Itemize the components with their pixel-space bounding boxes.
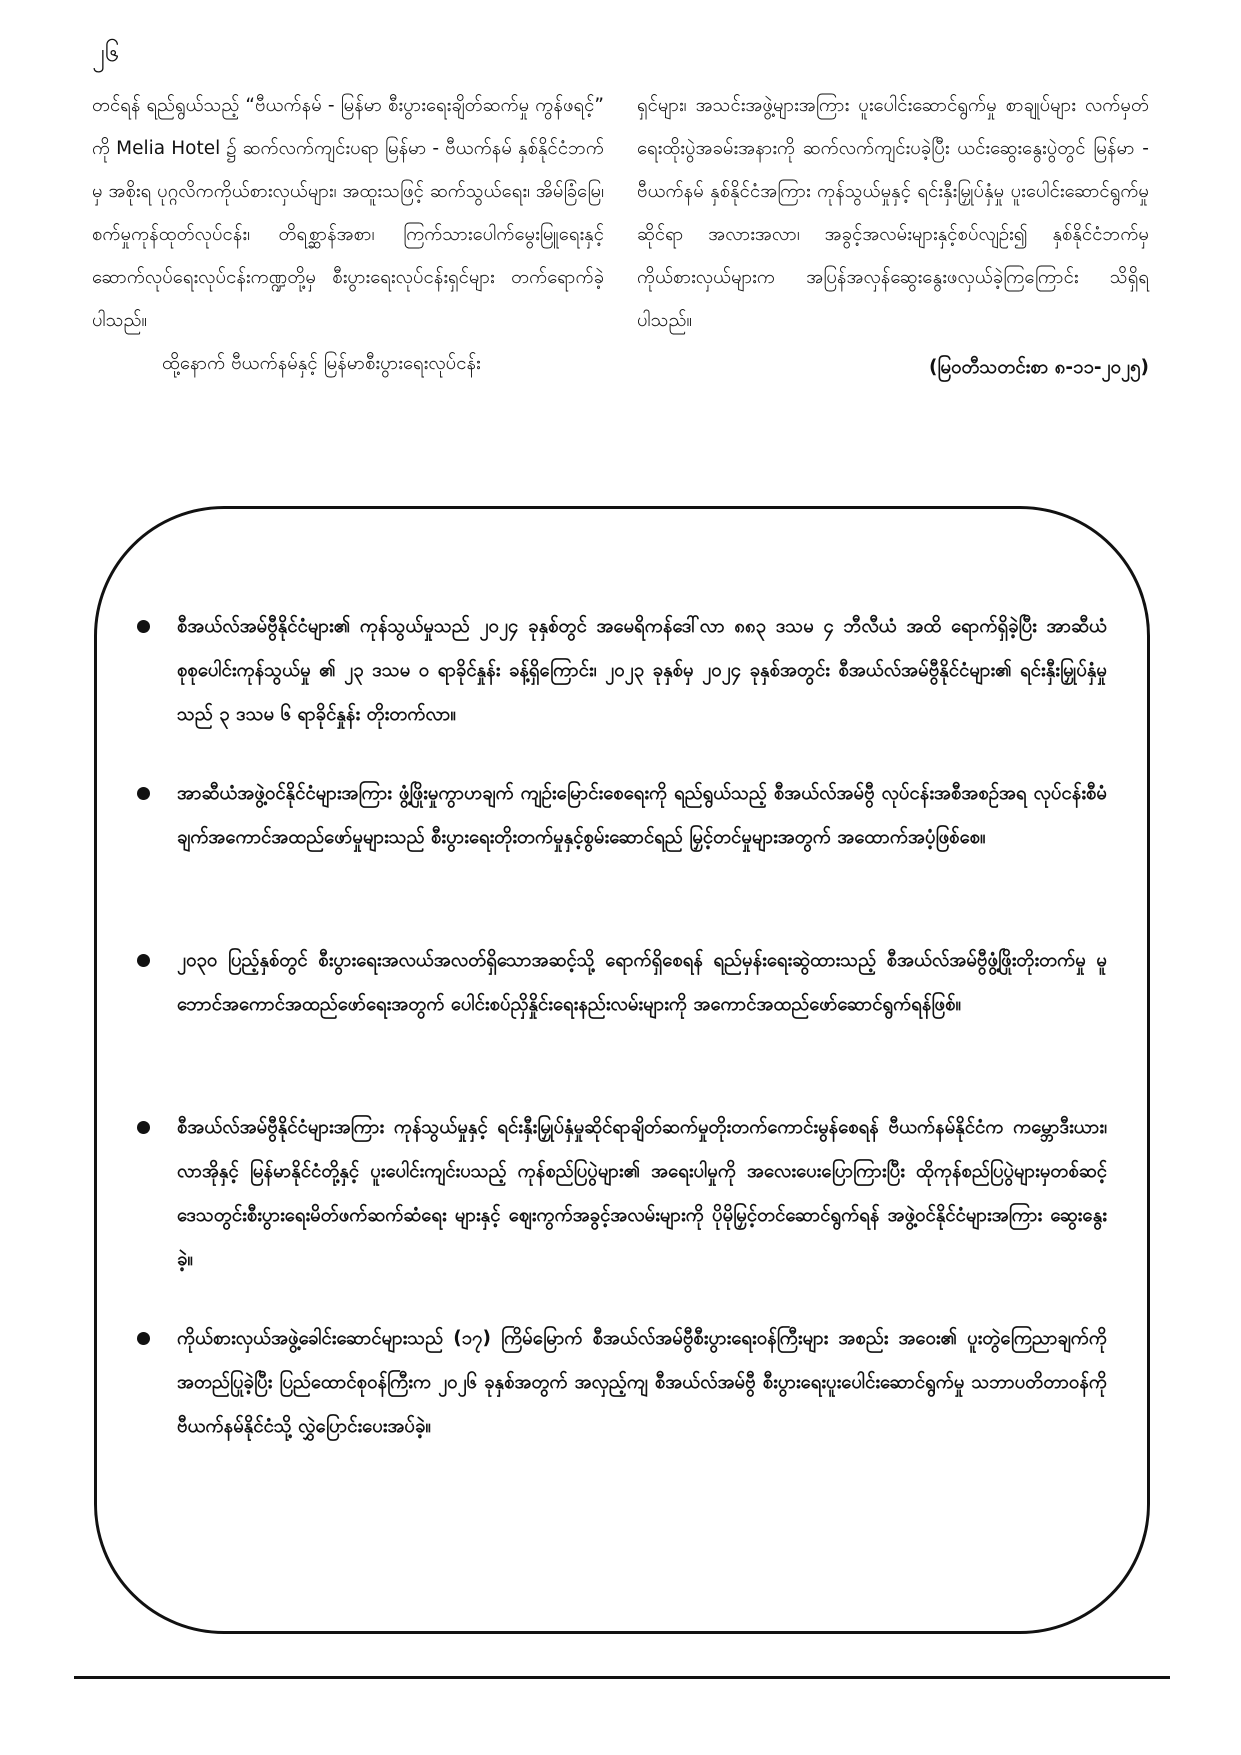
page-number: ၂၆: [92, 38, 120, 68]
highlight-item: [137, 772, 1107, 904]
bullet-icon: [137, 1121, 150, 1134]
article-body: [92, 84, 1149, 484]
highlight-text: စီအယ်လ်အမ်ဗွီနိုင်ငံများအကြား ကုန်သွယ်မှုနှင့် ရင်းနှီးမြှုပ်နှံမှုဆိုင်ရာချိတ်ဆက်မှုတိုးတက်ကောင်းမွန်စေရန် ဗီယက်နမ်နိုင်ငံက ကမ္ဘောဒီးယား၊ လာအိုနှင့် မြန်မာနိုင်ငံတို့နှင့် ပူးပေါင်းကျင်းပသည့် ကုန်စည်ပြပွဲများ၏ အရေးပါမှုကို အလေးပေးပြောကြားပြီး ထိုကုန်စည်ပြပွဲများမှတစ်ဆင့် ဒေသတွင်းစီးပွားရေးမိတ်ဖက်ဆက်ဆံရေး များနှင့် ဈေးကွက်အခွင့်အလမ်းများကို ပိုမိုမြှင့်တင်ဆောင်ရွက်ရန် အဖွဲ့ဝင်နိုင်ငံများအကြား ဆွေးနွေးခဲ့။: [177, 1117, 1107, 1270]
bullet-icon: [137, 787, 150, 800]
article-source: (မြဝတီသတင်းစာ ၈-၁၁-၂၀၂၅): [928, 357, 1149, 378]
highlight-item: [137, 605, 1107, 737]
bullet-icon: [137, 954, 150, 967]
bottom-divider: [74, 1676, 1170, 1679]
article-paragraph: ရှင်များ၊ အသင်းအဖွဲ့များအကြား ပူးပေါင်းဆောင်ရွက်မှု စာချုပ်များ လက်မှတ်ရေးထိုးပွဲအခမ်းအနားကို ဆက်လက်ကျင်းပခဲ့ပြီး ယင်းဆွေးနွေးပွဲတွင် မြန်မာ - ဗီယက်နမ် နှစ်နိုင်ငံအကြား ကုန်သွယ်မှုနှင့် ရင်းနှီးမြှုပ်နှံမှု ပူးပေါင်းဆောင်ရွက်မှုဆိုင်ရာ အလားအလာ၊ အခွင့်အလမ်းများနှင့်စပ်လျဉ်း၍ နှစ်နိုင်ငံဘက်မှ ကိုယ်စားလှယ်များက အပြန်အလှန်ဆွေးနွေးဖလှယ်ခဲ့ကြကြောင်း သိရှိရပါသည်။: [637, 95, 1149, 331]
article-paragraph: တင်ရန် ရည်ရွယ်သည့် “ဗီယက်နမ် - မြန်မာ စီးပွားရေးချိတ်ဆက်မှု ကွန်ဖရင့်” ကို Melia Hotel ၌ ဆက်လက်ကျင်းပရာ မြန်မာ - ဗီယက်နမ် နှစ်နိုင်ငံဘက်မှ အစိုးရ ပုဂ္ဂလိကကိုယ်စားလှယ်များ၊ အထူးသဖြင့် ဆက်သွယ်ရေး၊ အိမ်ခြံမြေ၊ စက်မှုကုန်ထုတ်လုပ်ငန်း၊ တိရစ္ဆာန်အစာ၊ ကြက်သားပေါက်မွေးမြူရေးနှင့် ဆောက်လုပ်ရေးလုပ်ငန်းကဏ္ဍတို့မှ စီးပွားရေးလုပ်ငန်းရှင်များ တက်ရောက်ခဲ့ပါသည်။: [92, 95, 604, 331]
highlight-text: စီအယ်လ်အမ်ဗွီနိုင်ငံများ၏ ကုန်သွယ်မှုသည် ၂၀၂၄ ခုနှစ်တွင် အမေရိကန်ဒေါ်လာ ၈၈၃ ဒသမ ၄ ဘီလီယံ အထိ ရောက်ရှိခဲ့ပြီး အာဆီယံစုစုပေါင်းကုန်သွယ်မှု ၏ ၂၃ ဒသမ ၀ ရာခိုင်နှုန်း ခန့်ရှိကြောင်း၊ ၂၀၂၃ ခုနှစ်မှ ၂၀၂၄ ခုနှစ်အတွင်း စီအယ်လ်အမ်ဗွီနိုင်ငံများ၏ ရင်းနှီးမြှုပ်နှံမှု သည် ၃ ဒသမ ၆ ရာခိုင်နှုန်း တိုးတက်လာ။: [177, 616, 1107, 725]
highlight-text: ၂၀၃၀ ပြည့်နှစ်တွင် စီးပွားရေးအလယ်အလတ်ရှိသောအဆင့်သို့ ရောက်ရှိစေရန် ရည်မှန်းရေးဆွဲထားသည့် စီအယ်လ်အမ်ဗွီဖွံ့ဖြိုးတိုးတက်မှု မူဘောင်အကောင်အထည်ဖော်ရေးအတွက် ပေါင်းစပ်ညှိနှိုင်းရေးနည်းလမ်းများကို အကောင်အထည်ဖော်ဆောင်ရွက်ရန်ဖြစ်။: [177, 950, 1107, 1015]
bullet-icon: [137, 620, 150, 633]
highlight-item: [137, 939, 1107, 1071]
article-column-right: [637, 84, 1149, 389]
article-column-left: [92, 84, 604, 385]
highlight-text: အာဆီယံအဖွဲ့ဝင်နိုင်ငံများအကြား ဖွံ့ဖြိုးမှုကွာဟချက် ကျဉ်းမြောင်းစေရေးကို ရည်ရွယ်သည့် စီအယ်လ်အမ်ဗွီ လုပ်ငန်းအစီအစဉ်အရ လုပ်ငန်းစီမံချက်အကောင်အထည်ဖော်မှုများသည် စီးပွားရေးတိုးတက်မှုနှင့်စွမ်းဆောင်ရည် မြှင့်တင်မှုများအတွက် အထောက်အပံ့ဖြစ်စေ။: [177, 783, 1107, 848]
highlight-item: [137, 1317, 1107, 1449]
highlights-box: [94, 506, 1150, 1634]
article-paragraph: ထို့နောက် ဗီယက်နမ်နှင့် မြန်မာစီးပွားရေးလုပ်ငန်း: [162, 353, 481, 374]
bullet-icon: [137, 1332, 150, 1345]
highlights-list: [137, 605, 1107, 1484]
highlight-item: [137, 1106, 1107, 1282]
highlight-text: ကိုယ်စားလှယ်အဖွဲ့ခေါင်းဆောင်များသည် (၁၇) ကြိမ်မြောက် စီအယ်လ်အမ်ဗွီစီးပွားရေးဝန်ကြီးများ အစည်း အဝေး၏ ပူးတွဲကြေညာချက်ကို အတည်ပြုခဲ့ပြီး ပြည်ထောင်စုဝန်ကြီးက ၂၀၂၆ ခုနှစ်အတွက် အလှည့်ကျ စီအယ်လ်အမ်ဗွီ စီးပွားရေးပူးပေါင်းဆောင်ရွက်မှု သဘာပတိတာဝန်ကို ဗီယက်နမ်နိုင်ငံသို့ လွှဲပြောင်းပေးအပ်ခဲ့။: [177, 1328, 1107, 1437]
